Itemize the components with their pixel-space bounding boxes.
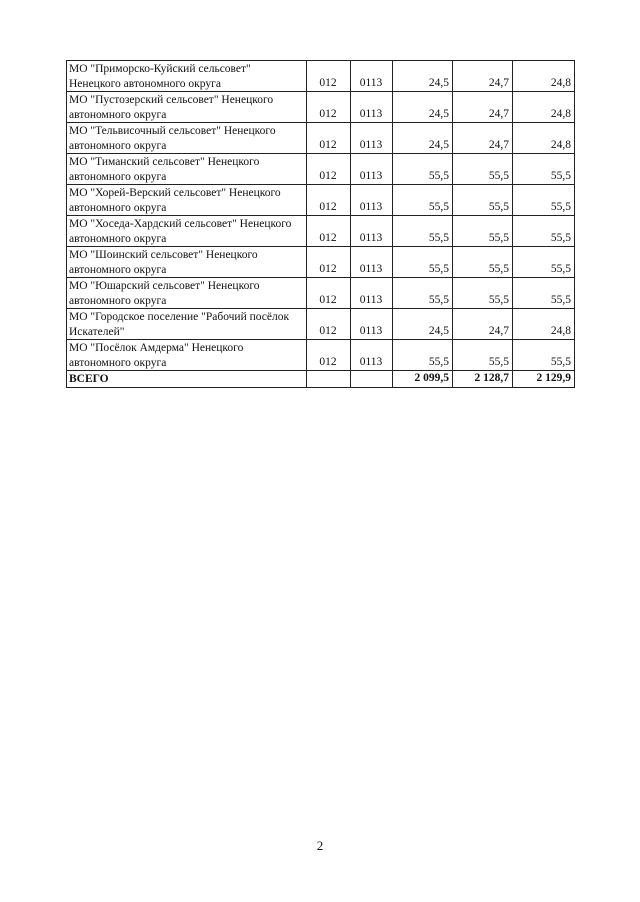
amount-year-1-cell: 55,5 xyxy=(393,185,453,216)
section-code-cell: 0113 xyxy=(351,154,393,185)
table-row xyxy=(67,154,575,185)
total-year-2-cell: 2 128,7 xyxy=(453,371,513,388)
ministry-code-cell: 012 xyxy=(307,309,351,340)
municipality-name-cell: МО "Посёлок Амдерма" Ненецкого автономного округа xyxy=(67,340,307,371)
table-row xyxy=(67,216,575,247)
municipality-name-cell: МО "Тиманский сельсовет" Ненецкого автономного округа xyxy=(67,154,307,185)
total-year-1-cell: 2 099,5 xyxy=(393,371,453,388)
amount-year-1-cell: 55,5 xyxy=(393,154,453,185)
amount-year-2-cell: 24,7 xyxy=(453,123,513,154)
table-row xyxy=(67,185,575,216)
municipality-name-cell: МО "Хоседа-Хардский сельсовет" Ненецкого автономного округа xyxy=(67,216,307,247)
amount-year-3-cell: 55,5 xyxy=(513,216,575,247)
amount-year-1-cell: 55,5 xyxy=(393,340,453,371)
amount-year-2-cell: 55,5 xyxy=(453,247,513,278)
amount-year-1-cell: 55,5 xyxy=(393,247,453,278)
ministry-code-cell: 012 xyxy=(307,123,351,154)
section-code-cell: 0113 xyxy=(351,309,393,340)
amount-year-2-cell: 24,7 xyxy=(453,92,513,123)
ministry-code-cell: 012 xyxy=(307,340,351,371)
total-year-3-cell: 2 129,9 xyxy=(513,371,575,388)
total-label-cell: ВСЕГО xyxy=(67,371,307,388)
ministry-code-cell: 012 xyxy=(307,247,351,278)
subsidy-table xyxy=(66,60,575,388)
table-row xyxy=(67,123,575,154)
amount-year-2-cell: 55,5 xyxy=(453,154,513,185)
section-code-cell: 0113 xyxy=(351,216,393,247)
amount-year-1-cell: 55,5 xyxy=(393,278,453,309)
amount-year-1-cell: 24,5 xyxy=(393,123,453,154)
amount-year-3-cell: 55,5 xyxy=(513,340,575,371)
amount-year-3-cell: 24,8 xyxy=(513,92,575,123)
amount-year-3-cell: 55,5 xyxy=(513,154,575,185)
amount-year-2-cell: 55,5 xyxy=(453,216,513,247)
section-code-cell: 0113 xyxy=(351,185,393,216)
municipality-name-cell: МО "Пустозерский сельсовет" Ненецкого автономного округа xyxy=(67,92,307,123)
amount-year-3-cell: 55,5 xyxy=(513,278,575,309)
amount-year-1-cell: 24,5 xyxy=(393,92,453,123)
table-body xyxy=(67,61,575,388)
section-code-cell: 0113 xyxy=(351,92,393,123)
amount-year-3-cell: 24,8 xyxy=(513,123,575,154)
municipality-name-cell: МО "Городское поселение "Рабочий посёлок Искателей" xyxy=(67,309,307,340)
section-code-cell: 0113 xyxy=(351,278,393,309)
ministry-code-cell: 012 xyxy=(307,216,351,247)
municipality-name-cell: МО "Приморско-Куйский сельсовет" Ненецкого автономного округа xyxy=(67,61,307,92)
table-row xyxy=(67,278,575,309)
total-ministry-cell xyxy=(307,371,351,388)
amount-year-2-cell: 24,7 xyxy=(453,309,513,340)
amount-year-3-cell: 55,5 xyxy=(513,247,575,278)
amount-year-2-cell: 55,5 xyxy=(453,340,513,371)
total-row xyxy=(67,371,575,388)
ministry-code-cell: 012 xyxy=(307,92,351,123)
table-row xyxy=(67,309,575,340)
amount-year-2-cell: 55,5 xyxy=(453,278,513,309)
page-number: 2 xyxy=(316,838,324,853)
section-code-cell: 0113 xyxy=(351,247,393,278)
table-row xyxy=(67,61,575,92)
municipality-name-cell: МО "Шоинский сельсовет" Ненецкого автономного округа xyxy=(67,247,307,278)
section-code-cell: 0113 xyxy=(351,123,393,154)
amount-year-2-cell: 55,5 xyxy=(453,185,513,216)
amount-year-1-cell: 24,5 xyxy=(393,61,453,92)
amount-year-3-cell: 24,8 xyxy=(513,309,575,340)
amount-year-1-cell: 55,5 xyxy=(393,216,453,247)
section-code-cell: 0113 xyxy=(351,61,393,92)
total-section-cell xyxy=(351,371,393,388)
amount-year-3-cell: 24,8 xyxy=(513,61,575,92)
ministry-code-cell: 012 xyxy=(307,61,351,92)
table-row xyxy=(67,340,575,371)
ministry-code-cell: 012 xyxy=(307,154,351,185)
table-row xyxy=(67,92,575,123)
section-code-cell: 0113 xyxy=(351,340,393,371)
amount-year-1-cell: 24,5 xyxy=(393,309,453,340)
municipality-name-cell: МО "Тельвисочный сельсовет" Ненецкого автономного округа xyxy=(67,123,307,154)
table-row xyxy=(67,247,575,278)
ministry-code-cell: 012 xyxy=(307,278,351,309)
ministry-code-cell: 012 xyxy=(307,185,351,216)
amount-year-3-cell: 55,5 xyxy=(513,185,575,216)
municipality-name-cell: МО "Юшарский сельсовет" Ненецкого автономного округа xyxy=(67,278,307,309)
municipality-name-cell: МО "Хорей-Верский сельсовет" Ненецкого автономного округа xyxy=(67,185,307,216)
amount-year-2-cell: 24,7 xyxy=(453,61,513,92)
